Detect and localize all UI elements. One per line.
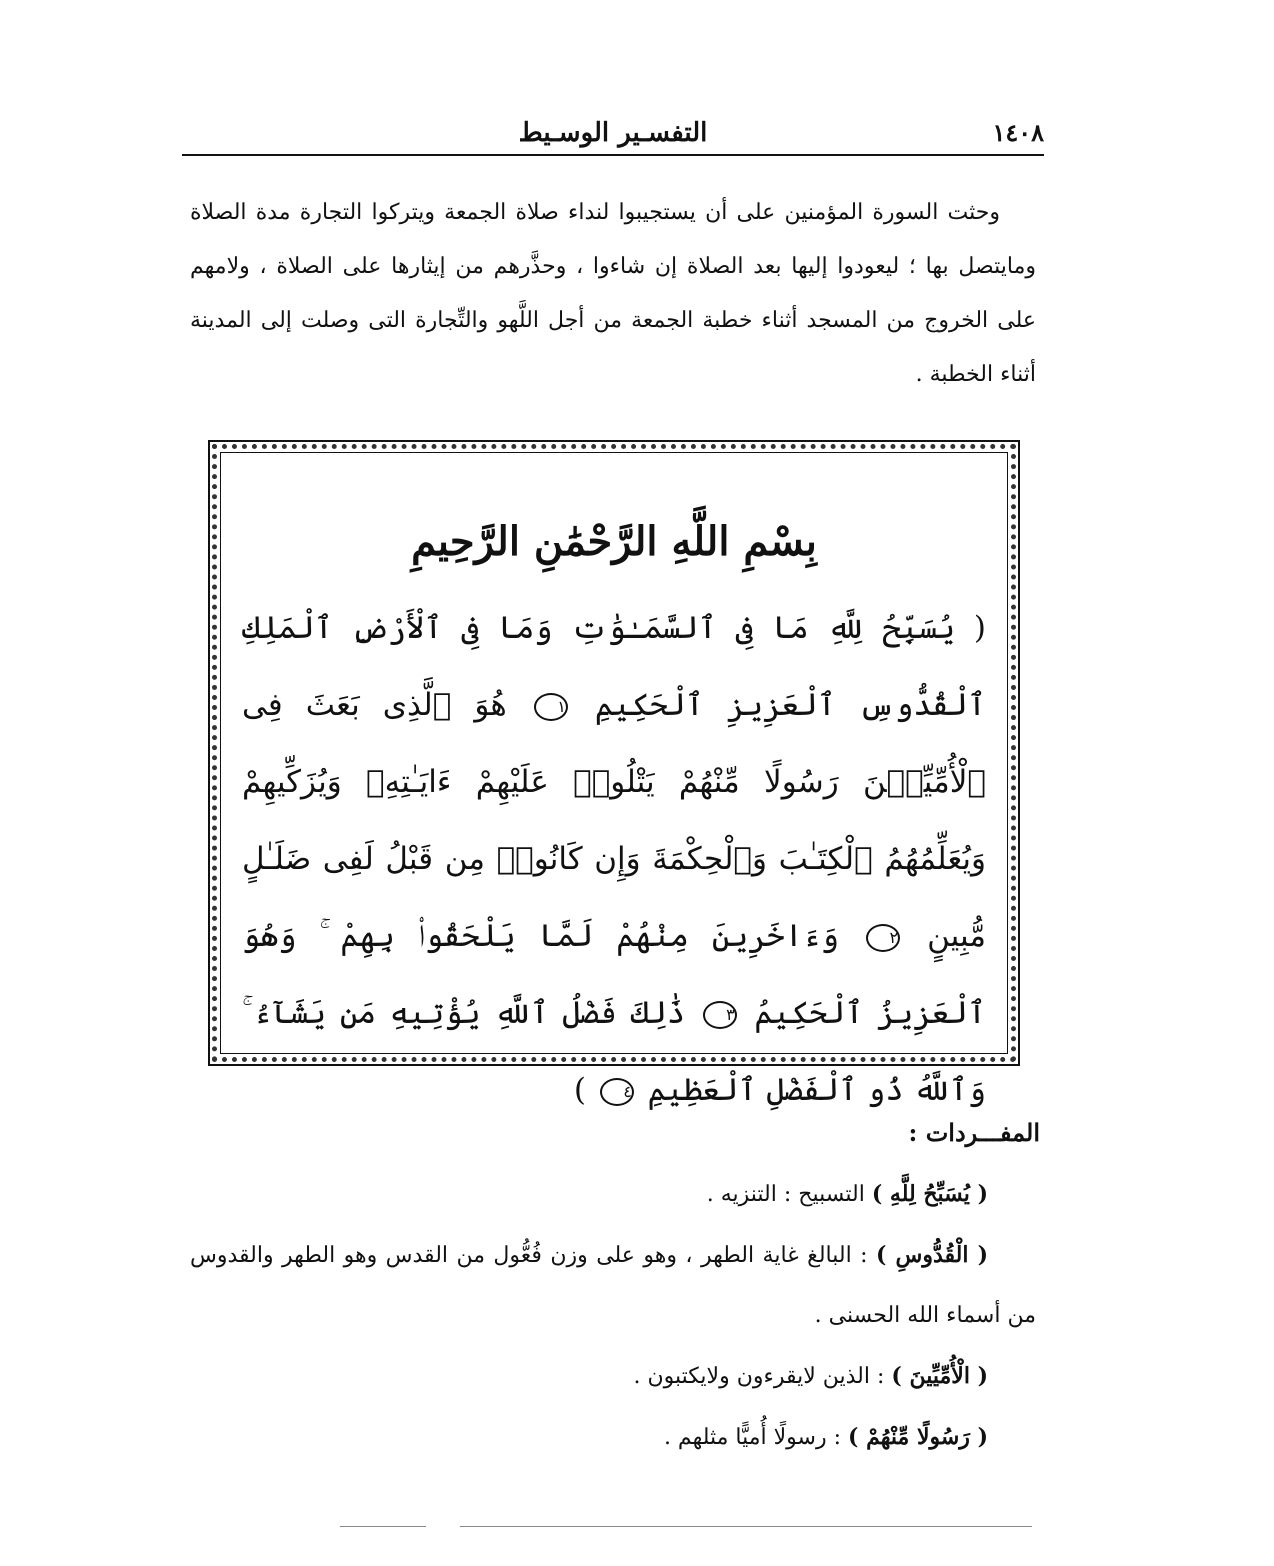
vocabulary-entry [190,1164,1036,1225]
verse-number-badge: ١ [534,693,568,721]
page-number: ١٤٠٨ [992,118,1044,147]
vocabulary-lemma: ( رَسُولًا مِّنْهُمْ ) [848,1424,988,1450]
footer-rule [340,1526,426,1529]
verse-number-badge: ٢ [866,924,900,952]
vocabulary-lemma: ( الْأُمِّيِّينَ ) [891,1363,988,1389]
quran-frame [208,440,1020,1108]
vocabulary-entry [190,1346,1036,1407]
running-title: التفسـير الوسـيط [518,118,708,148]
vocabulary-entry [190,1225,1036,1346]
page-header [182,110,1044,156]
vocabulary-definition: التسبيح : التنزيه . [706,1182,865,1207]
vocabulary-list [190,1164,1036,1468]
intro-paragraph [190,186,1036,402]
verse-text: ( يُسَبِّحُ لِلَّهِ مَا فِى ٱلسَّمَـٰوَٰتِ وَمَا فِى ٱلْأَرْضِ ٱلْمَلِكِ ٱلْقُدُّوسِ ٱلْعَزِيزِ ٱلْحَكِيمِ [242,610,987,723]
vocabulary-definition: : البالغ غاية الطهر ، وهو على وزن فُعُّول من القدس وهو الطهر والقدوس من أسماء الله الحسنى . [190,1243,1036,1328]
closing-bracket: ) [573,1072,586,1108]
verse-text: هُوَ ٱلَّذِى بَعَثَ فِى ٱلْأُمِّيِّـۧنَ رَسُولًا مِّنْهُمْ يَتْلُوا۟ عَلَيْهِمْ ءَايَـٰتِهِۦ وَيُزَكِّيهِمْ وَيُعَلِّمُهُمُ ٱلْكِتَـٰبَ وَٱلْحِكْمَةَ وَإِن كَانُوا۟ مِن قَبْلُ لَفِى ضَلَـٰلٍ مُّبِينٍ [242,687,986,954]
vocabulary-lemma: ( الْقُدُّوسِ ) [875,1242,988,1268]
verse-number-badge: ٣ [703,1001,737,1029]
vocabulary-entry [190,1407,1036,1468]
basmala: بِسْمِ اللَّهِ الرَّحْمَٰنِ الرَّحِيمِ [411,518,817,565]
verses-block [242,590,986,1129]
verse-text: وَءَاخَرِينَ مِنْهُمْ لَمَّا يَلْحَقُوا۟ بِهِمْ ۚ وَهُوَ ٱلْعَزِيزُ ٱلْحَكِيمُ [242,918,986,1031]
vocabulary-heading: المفـــردات : [908,1118,1040,1147]
footer-rule [460,1526,1032,1529]
vocabulary-definition: : رسولًا أُميًّا مثلهم . [663,1425,842,1450]
intro-text: وحثت السورة المؤمنين على أن يستجيبوا لنداء صلاة الجمعة ويتركوا التجارة مدة الصلاة ومايتصل بها ؛ ليعودوا إليها بعد الصلاة إن شاءوا ، وحذَّرهم من إيثارها على الصلاة ، ولامهم على الخروج من المسجد أثناء خطبة الجمعة من أجل اللَّهو والتِّجارة التى وصلت إلى المدينة أثناء الخطبة . [190,200,1036,387]
verse-text: ذَٰلِكَ فَضْلُ ٱللَّهِ يُؤْتِيهِ مَن يَشَآءُ ۚ وَٱللَّهُ ذُو ٱلْفَضْلِ ٱلْعَظِيمِ [242,995,986,1108]
vocabulary-lemma: ( يُسَبِّحُ لِلَّهِ ) [871,1181,988,1207]
verse-number-badge: ٤ [600,1078,634,1106]
vocabulary-definition: : الذين لايقرءون ولايكتبون . [633,1364,885,1389]
